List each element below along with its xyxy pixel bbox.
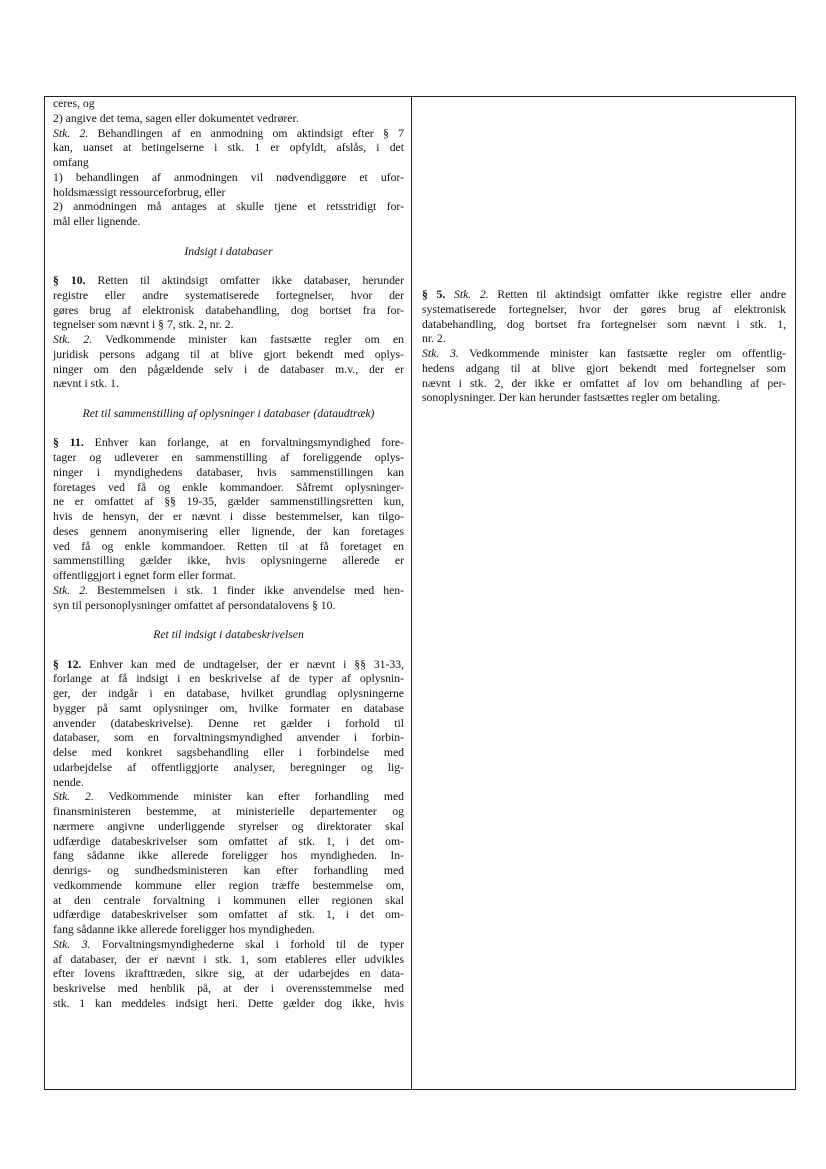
text-line: hvis de hensyn, der er nævnt i disse bestemmelser, kan tilgo- bbox=[53, 510, 404, 523]
text-line: udarbejdelse af offentliggjorte analyser, beregninger og lig- bbox=[53, 760, 404, 774]
text-line bbox=[53, 938, 404, 953]
section-heading: Ret til indsigt i databeskrivelsen bbox=[153, 628, 304, 641]
section-heading: Indsigt i databaser bbox=[184, 244, 273, 258]
left-column bbox=[45, 97, 412, 1089]
text-line bbox=[422, 288, 786, 303]
text-line bbox=[53, 790, 404, 805]
text-line: at den centrale forvaltning i kommunen eller regionen skal bbox=[53, 893, 404, 907]
text-line: bygger på samt oplysninger om, hvilke formater en database bbox=[53, 701, 404, 715]
text-line: ger, der indgår i en database, hvilket grundlag oplysningerne bbox=[53, 687, 404, 700]
text-line: udfærdige databeskrivelser som omfattet af stk. 1, i det om- bbox=[53, 834, 404, 848]
stk-label: Stk. 2. bbox=[53, 583, 89, 597]
text-line: 2) anmodningen må antages at skulle tjene et retsstridigt for- bbox=[53, 200, 404, 214]
text-line: foretages ved få og enkle kommandoer. Såfremt oplysninger- bbox=[53, 480, 404, 494]
paragraph-number: § 12. bbox=[53, 657, 82, 671]
text-line bbox=[53, 436, 404, 451]
text-line: 2) angive det tema, sagen eller dokumentet vedrører. bbox=[53, 111, 299, 125]
paragraph-number: § 11. bbox=[53, 436, 84, 450]
text-line: tegnelser som nævnt i § 7, stk. 2, nr. 2. bbox=[53, 318, 234, 332]
text-line: systematiserede fortegnelser, hvor der gøres brug af elektronisk bbox=[422, 302, 786, 316]
text-line bbox=[422, 347, 786, 362]
text-line: gøres brug af elektronisk databehandling, dog bortset fra for- bbox=[53, 303, 404, 317]
text-line: udfærdige databeskrivelser som omfattet af stk. 1, i det om- bbox=[53, 908, 404, 922]
text-line: omfang bbox=[53, 156, 89, 169]
text-line: anvender (databeskrivelse). Denne ret gælder i forhold til bbox=[53, 716, 404, 730]
stk-label: Stk. 3. bbox=[422, 347, 459, 360]
text-line bbox=[53, 127, 404, 142]
text-line: deses gennem anonymisering eller lignende, der kan foretages bbox=[53, 524, 404, 538]
text-line bbox=[53, 333, 404, 348]
text-line: forlange at få indsigt i en beskrivelse af de typer af oplysnin- bbox=[53, 672, 404, 686]
text-fragment: Vedkommende minister kan efter forhandling med bbox=[93, 790, 404, 804]
text-line: ved få og enkle kommandoer. Retten til at få foretaget en bbox=[53, 539, 404, 553]
text-line bbox=[53, 274, 404, 289]
text-line: ceres, og bbox=[53, 97, 95, 110]
text-line: databaser, som en forvaltningsmyndighed anvender i forbin- bbox=[53, 731, 404, 745]
text-line: finansministeren bestemme, at ministerielle departementer og bbox=[53, 805, 404, 818]
comparison-table bbox=[44, 96, 796, 1090]
text-line: fang sådanne ikke allerede foreligger hos myndigheden. bbox=[53, 923, 315, 936]
text-line: nende. bbox=[53, 775, 84, 789]
section-heading: Ret til sammenstilling af oplysninger i databaser (dataudtræk) bbox=[82, 406, 375, 420]
text-line: efter lovens ikrafttræden, sikre sig, at der udarbejdes en data- bbox=[53, 967, 404, 981]
text-line: vedkommende kommune eller region træffe bestemmelse om, bbox=[53, 878, 404, 892]
text-line: sammenstilling gælder ikke, hvis oplysningerne allerede er bbox=[53, 554, 404, 568]
text-fragment: Enhver kan forlange, at en forvaltningsmyndighed fore- bbox=[83, 436, 404, 450]
stk-label: Stk. 3. bbox=[53, 937, 91, 951]
text-line: ninger i myndighedens databaser, hvis sammenstillingen kan bbox=[53, 465, 404, 479]
text-fragment: Forvaltningsmyndighederne skal i forhold til de typer bbox=[90, 937, 404, 951]
text-line: ninger om den pågældende selv i de databaser m.v., der er bbox=[53, 362, 404, 376]
text-fragment: Vedkommende minister kan fastsætte regler om en bbox=[92, 333, 404, 346]
text-line: af databaser, der er nævnt i stk. 1, som etableres eller udvikles bbox=[53, 952, 404, 966]
text-line: tager og udleverer en sammenstilling af foreliggende oplys- bbox=[53, 451, 404, 464]
text-line: ne er omfattet af §§ 19-35, gælder sammenstillingsretten kun, bbox=[53, 495, 404, 509]
text-line: 1) behandlingen af anmodningen vil nødvendiggøre et ufor- bbox=[53, 170, 404, 184]
stk-label: Stk. 2. bbox=[445, 288, 489, 301]
stk-label: Stk. 2. bbox=[53, 790, 94, 804]
text-fragment: Bestemmelsen i stk. 1 finder ikke anvendelse med hen- bbox=[88, 583, 405, 597]
text-line: registre eller andre systematiserede fortegnelser, hvor der bbox=[53, 288, 404, 302]
text-line: fang sådanne ikke allerede foreligger hos myndigheden. In- bbox=[53, 849, 404, 863]
text-line: hedens adgang til at blive gjort bekendt med fortegnelser som bbox=[422, 361, 786, 375]
text-line: databehandling, dog bortset fra fortegnelser som nævnt i stk. 1, bbox=[422, 317, 786, 331]
text-line: delse med konkret sagsbehandling eller i forbindelse med bbox=[53, 746, 404, 759]
right-column bbox=[412, 97, 795, 1089]
text-fragment: Vedkommende minister kan fastsætte regler om offentlig- bbox=[458, 347, 786, 360]
text-fragment: Enhver kan med de undtagelser, der er nævnt i §§ 31-33, bbox=[81, 657, 405, 671]
text-fragment: Retten til aktindsigt omfatter ikke databaser, herunder bbox=[85, 274, 404, 287]
text-line: denrigs- og sundhedsministeren kan efter forhandling med bbox=[53, 864, 404, 877]
stk-label: Stk. 2. bbox=[53, 333, 93, 346]
text-line: holdsmæssigt ressourceforbrug, eller bbox=[53, 185, 226, 199]
text-line: stk. 1 kan meddeles indsigt heri. Dette gælder dog ikke, hvis bbox=[53, 996, 404, 1010]
paragraph-number: § 10. bbox=[53, 274, 86, 287]
text-line: syn til personoplysninger omfattet af persondatalovens § 10. bbox=[53, 598, 336, 612]
text-fragment: Behandlingen af en anmodning om aktindsigt efter § 7 bbox=[88, 126, 404, 140]
text-line bbox=[53, 658, 404, 673]
text-line: sonoplysninger. Der kan herunder fastsættes regler om betaling. bbox=[422, 391, 721, 405]
text-line: offentliggjort i egnet form eller format. bbox=[53, 569, 236, 582]
text-line: nr. 2. bbox=[422, 332, 446, 346]
text-line: nærmere angivne underliggende styrelser og direktorater skal bbox=[53, 819, 404, 833]
stk-label: Stk. 2. bbox=[53, 126, 89, 140]
text-line bbox=[53, 584, 404, 599]
text-line: juridisk persons adgang til at blive gjort bekendt med oplys- bbox=[53, 347, 404, 361]
text-fragment: Retten til aktindsigt omfatter ikke registre eller andre bbox=[488, 288, 787, 301]
text-line: mål eller lignende. bbox=[53, 215, 141, 228]
text-line: beskrivelse med henblik på, at der i overensstemmelse med bbox=[53, 982, 404, 995]
text-line: nævnt i stk. 1. bbox=[53, 377, 119, 391]
paragraph-number: § 5. bbox=[422, 288, 446, 301]
text-line: nævnt i stk. 2, der ikke er omfattet af lov om behandling af per- bbox=[422, 376, 786, 390]
text-line: kan, uanset at betingelserne i stk. 1 er opfyldt, afslås, i det bbox=[53, 141, 404, 155]
